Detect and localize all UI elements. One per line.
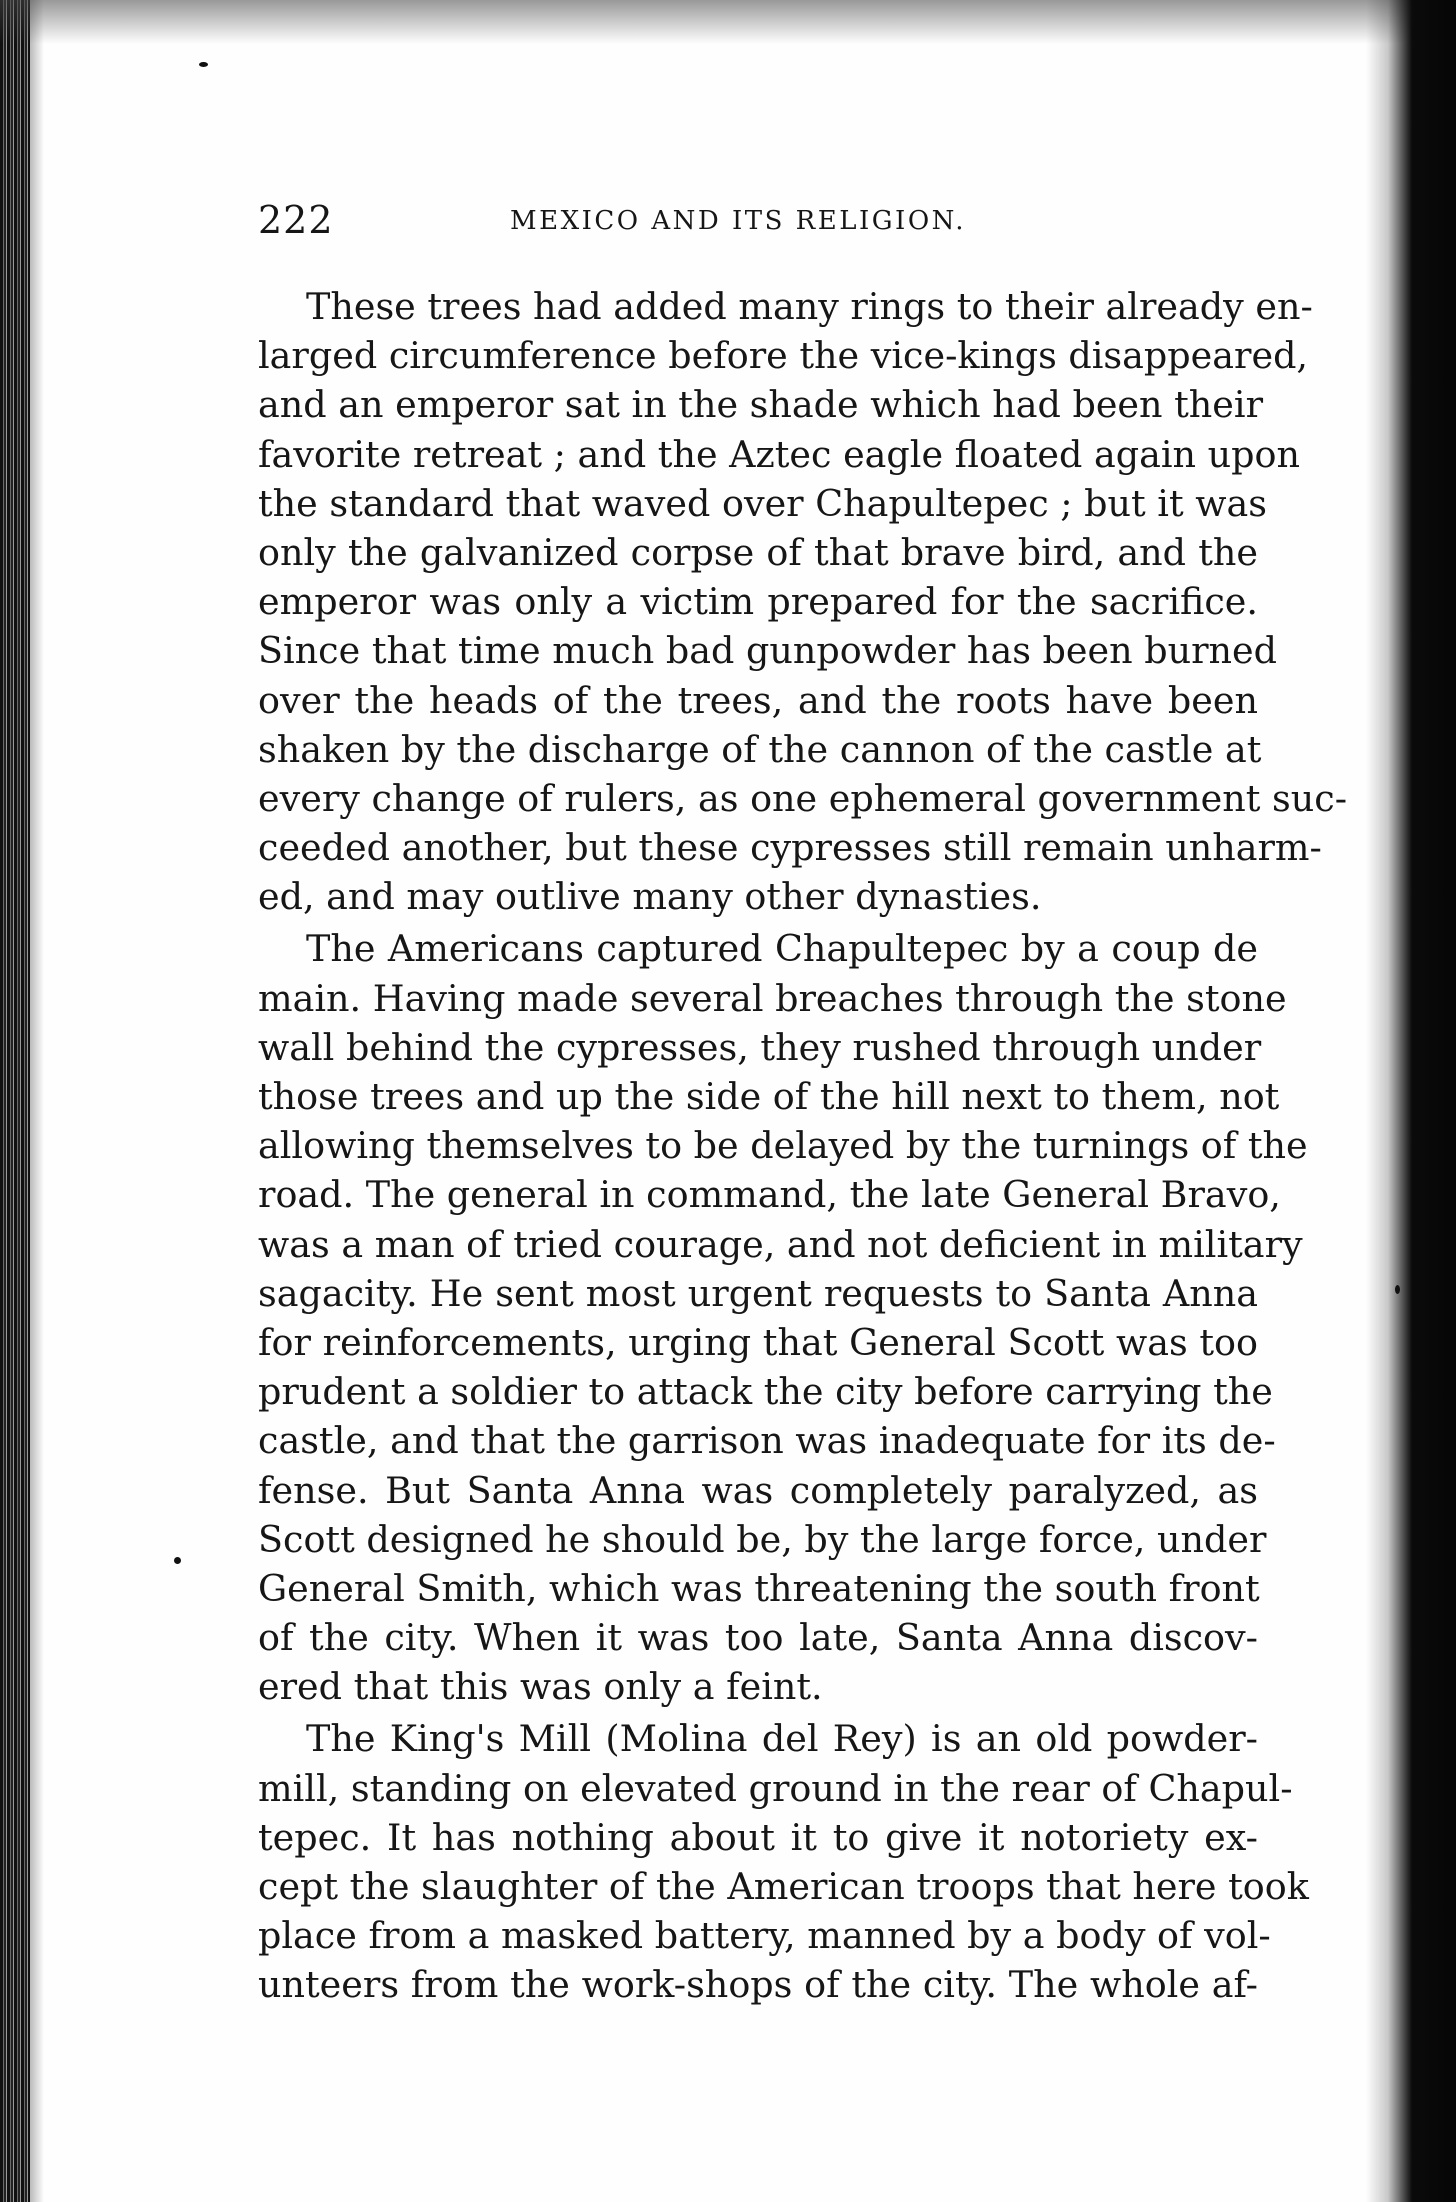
text-line: These trees had added many rings to their already en- [306, 285, 1313, 328]
text-line: of the city. When it was too late, Santa Anna discov- [258, 1616, 1258, 1660]
text-line: only the galvanized corpse of that brave bird, and the [258, 530, 1258, 574]
text-line: ceeded another, but these cypresses still remain unharm- [258, 826, 1322, 870]
top-page-shadow [0, 0, 1456, 44]
ink-speck [199, 62, 208, 67]
text-line: Scott designed he should be, by the large force, under [258, 1517, 1267, 1561]
text-line: shaken by the discharge of the cannon of the castle at [258, 727, 1262, 771]
text-line: for reinforcements, urging that General Scott was too [258, 1320, 1258, 1364]
page-header [258, 198, 1258, 258]
text-line: General Smith, which was threatening the south front [258, 1566, 1260, 1610]
ink-speck [1395, 1285, 1400, 1294]
text-line: and an emperor sat in the shade which had been their [258, 383, 1264, 427]
text-line: the standard that waved over Chapultepec ; but it was [258, 481, 1267, 525]
text-line: fense. But Santa Anna was completely paralyzed, as [258, 1468, 1258, 1512]
text-line: castle, and that the garrison was inadequate for its de- [258, 1419, 1276, 1463]
text-line: those trees and up the side of the hill next to them, not [258, 1075, 1280, 1118]
text-line: cept the slaughter of the American troops that here took [258, 1865, 1309, 1908]
text-line: tepec. It has nothing about it to give it notoriety ex- [258, 1815, 1258, 1859]
text-line: over the heads of the trees, and the roots have been [258, 678, 1258, 722]
text-line: sagacity. He sent most urgent requests to Santa Anna [258, 1271, 1258, 1315]
text-line: wall behind the cypresses, they rushed through under [258, 1025, 1262, 1069]
text-line: favorite retreat ; and the Aztec eagle floated again upon [258, 432, 1301, 476]
text-line: road. The general in command, the late General Bravo, [258, 1173, 1281, 1217]
text-line: prudent a soldier to attack the city before carrying the [258, 1370, 1273, 1414]
text-line: The King's Mill (Molina del Rey) is an old powder- [306, 1717, 1258, 1761]
text-line: mill, standing on elevated ground in the rear of Chapul- [258, 1766, 1293, 1810]
text-line: main. Having made several breaches through the stone [258, 976, 1287, 1020]
binding-shadow [30, 0, 44, 2202]
text-line: The Americans captured Chapultepec by a coup de [306, 927, 1258, 971]
text-line: allowing themselves to be delayed by the turnings of the [258, 1124, 1308, 1168]
running-head: MEXICO AND ITS RELIGION. [510, 206, 966, 236]
paragraph-3 [258, 1714, 1309, 2009]
right-page-edge-shadow [1366, 0, 1456, 2202]
body-text [258, 282, 1348, 2010]
book-binding-edge [0, 0, 30, 2202]
text-line: every change of rulers, as one ephemeral government suc- [258, 776, 1348, 820]
text-line: Since that time much bad gunpowder has been burned [258, 629, 1278, 673]
text-line: unteers from the work-shops of the city. The whole af- [258, 1963, 1258, 2007]
text-line: was a man of tried courage, and not deficient in military [258, 1222, 1303, 1266]
paragraph-2 [258, 924, 1308, 1711]
text-line: place from a masked battery, manned by a body of vol- [258, 1914, 1271, 1958]
text-line: larged circumference before the vice-kings disappeared, [258, 334, 1309, 378]
text-line: ered that this was only a feint. [258, 1665, 823, 1709]
text-line: ed, and may outlive many other dynasties. [258, 875, 1042, 919]
ink-speck [174, 1557, 181, 1564]
text-line: emperor was only a victim prepared for the sacrifice. [258, 580, 1258, 624]
page-number: 222 [258, 198, 334, 242]
paragraph-1 [258, 282, 1348, 921]
